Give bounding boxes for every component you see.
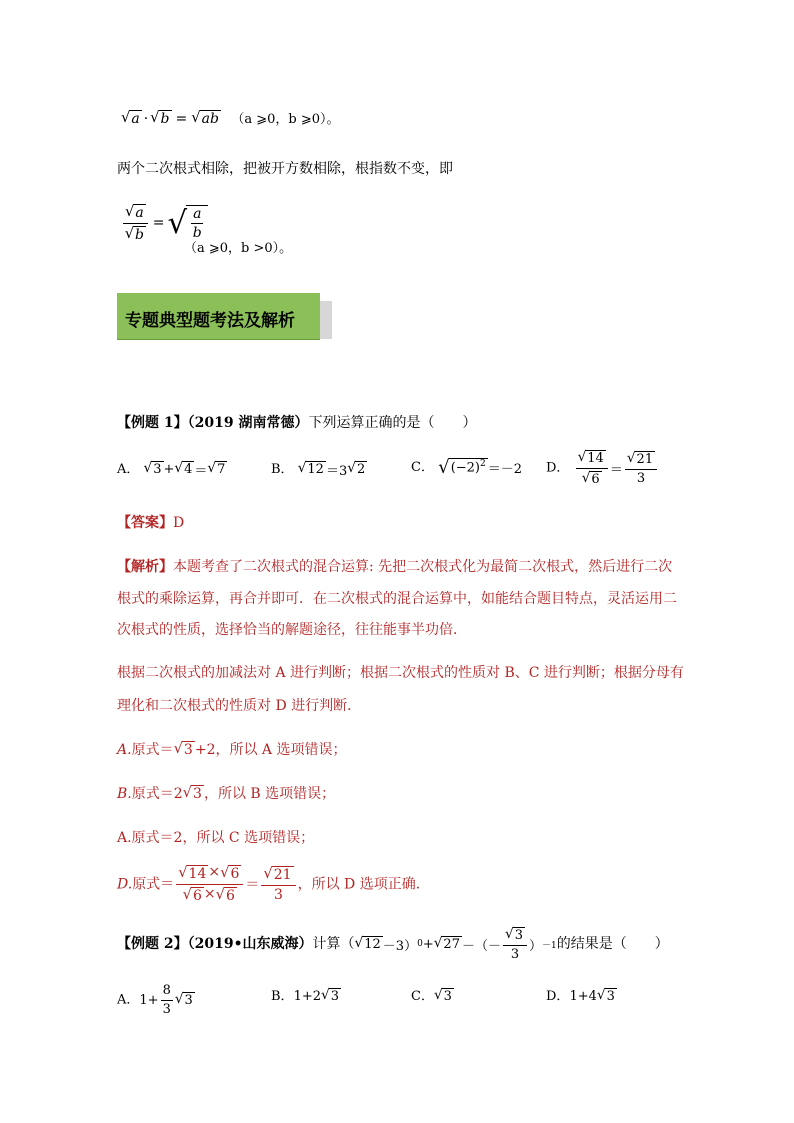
formula-product-rule: √ a · √ b = √ ab （a ⩾0，b ⩾0）。 (121, 109, 340, 128)
example1-option-d: D． √ 14 √ 6 ＝ √ 21 3 (546, 449, 659, 487)
analysis-line-2: 根式的乘除运算，再合并即可．在二次根式的混合运算中，如能结合题目特点，灵活运用二 (117, 591, 677, 607)
analysis-step-d: D.原式＝ √ 14 × √ 6 √ 6 × √ 6 ＝ √ 21 3 ，所以 D 选项正确． (117, 864, 430, 904)
example1-label: 【例题 1】 (117, 415, 188, 431)
analysis-step-b: B.原式＝2 √ 3 ，所以 B 选项错误； (117, 784, 336, 803)
example1-option-b: B． √ 12 ＝3 √ 2 (271, 460, 366, 479)
formula1-condition: （a ⩾0，b ⩾0）。 (231, 112, 340, 127)
answer-value: D (173, 515, 185, 531)
example2-option-b: B．1+2 √ 3 (271, 987, 339, 1005)
example2-label: 【例题 2】 (117, 936, 188, 953)
example1-question: 下列运算正确的是（ ） (308, 415, 477, 431)
example2-option-c: C． √ 3 (411, 987, 452, 1005)
analysis-line-4: 根据二次根式的加减法对 A 进行判断；根据二次根式的性质对 B、C 进行判断；根据分母有 (117, 665, 684, 681)
section-banner (117, 293, 320, 340)
example1-option-c: C． √ $(-2)^2$ ＝－2 (411, 457, 523, 479)
example1-option-a: A． √ 3 + √ 4 ＝ √ 7 (117, 460, 226, 479)
example1-source: （2019 湖南常德） (187, 415, 309, 431)
analysis-step-c: A.原式＝2，所以 C 选项错误； (117, 830, 315, 846)
analysis-label: 【解析】 (117, 559, 173, 575)
answer-line (117, 512, 184, 532)
analysis-line-3: 次根式的性质，选择恰当的解题途径，往往能事半功倍． (117, 622, 467, 638)
rule-text: 两个二次根式相除，把被开方数相除，根指数不变，即 (117, 161, 453, 177)
analysis-step-a: A.原式＝ √ 3 +2，所以 A 选项错误； (117, 740, 347, 759)
formula2-condition: （a ⩾0，b >0）。 (184, 241, 293, 256)
example1-heading (117, 412, 476, 432)
example2-source: （2019•山东威海） (187, 936, 313, 953)
analysis-line-1: 【解析】本题考查了二次根式的混合运算: 先把二次根式化为最简二次根式，然后进行二次 (117, 559, 673, 575)
example2-option-d: D．1+4 √ 3 (546, 987, 615, 1005)
banner-shadow (320, 301, 332, 339)
answer-label: 【答案】 (117, 515, 173, 531)
example2-option-a: A．1+ $\frac{8}{3}$ √ 3 (117, 983, 193, 1017)
section-title: 专题典型题考法及解析 (125, 311, 295, 331)
formula-quotient-rule: √ a √ b = √ $\frac{a}{b}$ (121, 203, 208, 244)
example2-heading: 【例题 2】（2019•山东威海）计算（ √ 12 －3） 0 + √ 27 －（－ √ 3 3 ） －1 的结果是（ ） (117, 926, 669, 962)
analysis-line-5: 理化和二次根式的性质对 D 进行判断． (117, 698, 362, 714)
